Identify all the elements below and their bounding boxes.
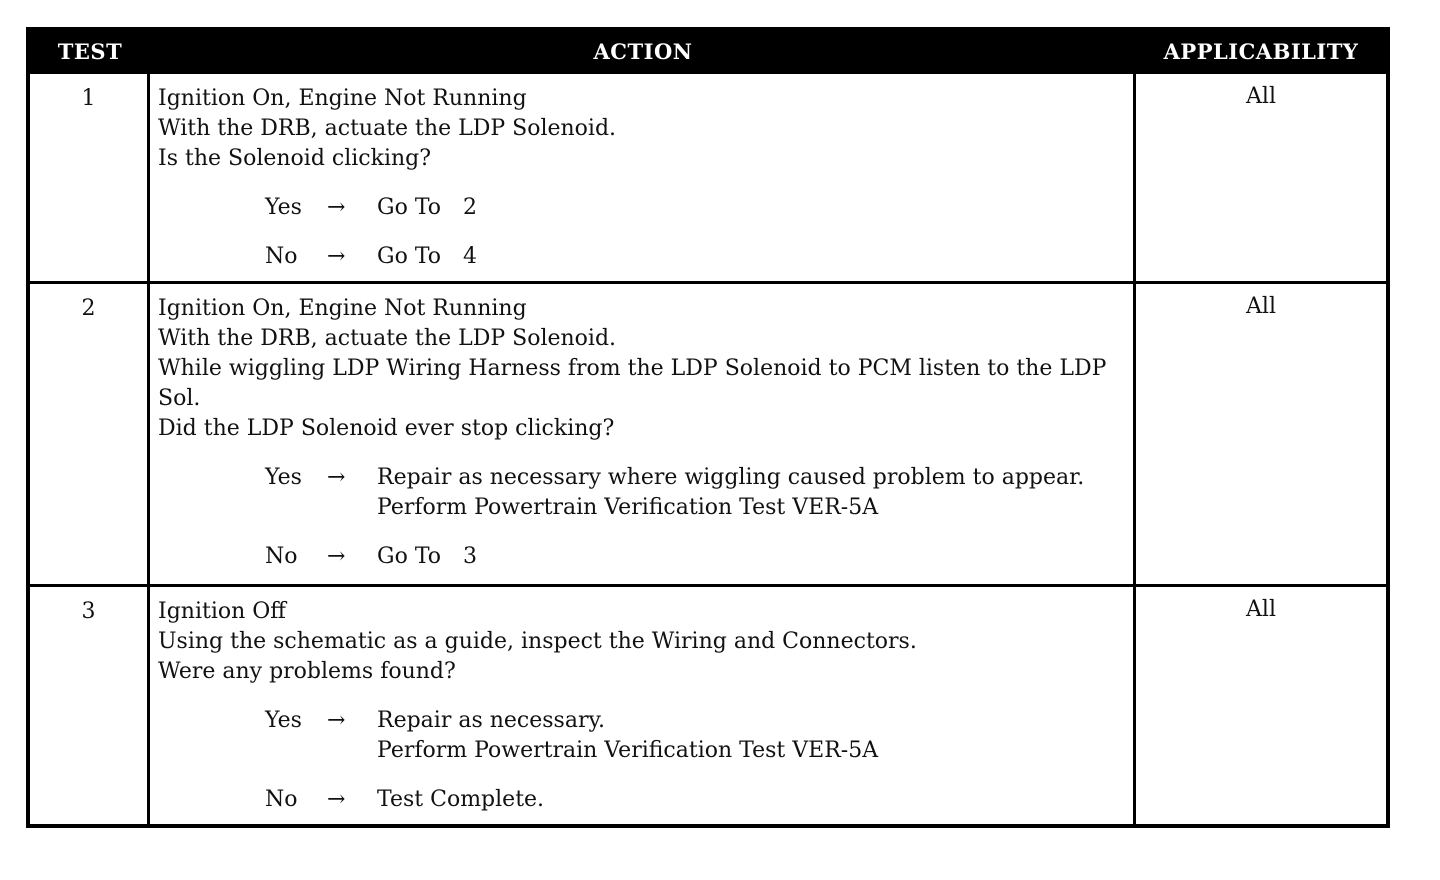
applicability-cell: All <box>1246 597 1276 622</box>
yes-label: Yes <box>265 195 302 220</box>
goto-number: 4 <box>463 244 478 269</box>
branch-result <box>377 193 1127 223</box>
action-cell <box>150 284 1136 584</box>
table-row <box>30 584 1386 824</box>
yes-branch <box>158 463 1127 523</box>
result-text: Go To <box>377 195 442 220</box>
action-line: Using the schematic as a guide, inspect the Wiring and Connectors. <box>158 629 917 654</box>
action-line: Is the Solenoid clicking? <box>158 146 432 171</box>
no-branch <box>158 542 1127 572</box>
action-line: Sol. <box>158 386 201 411</box>
result-text: Test Complete. <box>377 787 545 812</box>
applicability-cell: All <box>1246 294 1276 319</box>
result-text: Repair as necessary. <box>377 708 605 733</box>
branch-result <box>377 706 1127 766</box>
goto-number: 2 <box>463 195 478 220</box>
arrow-icon: → <box>327 195 346 220</box>
goto-number: 3 <box>463 544 478 569</box>
no-label: No <box>265 544 298 569</box>
header-test: TEST <box>57 38 123 64</box>
action-line: With the DRB, actuate the LDP Solenoid. <box>158 116 617 141</box>
result-text: Perform Powertrain Verification Test VER-5A <box>377 495 879 520</box>
test-number: 2 <box>30 284 150 584</box>
result-text: Go To <box>377 244 442 269</box>
result-text: Perform Powertrain Verification Test VER-5A <box>377 738 879 763</box>
action-line: Ignition Off <box>158 599 286 624</box>
test-number: 3 <box>30 587 150 824</box>
yes-branch <box>158 193 1127 223</box>
yes-branch <box>158 706 1127 766</box>
no-label: No <box>265 244 298 269</box>
arrow-icon: → <box>327 244 346 269</box>
no-label: No <box>265 787 298 812</box>
header-action: ACTION <box>593 38 693 64</box>
yes-label: Yes <box>265 465 302 490</box>
no-branch <box>158 785 1127 815</box>
action-line: While wiggling LDP Wiring Harness from the LDP Solenoid to PCM listen to the LDP <box>158 356 1107 381</box>
branch-result <box>377 785 1127 815</box>
result-text: Go To <box>377 544 442 569</box>
no-branch <box>158 242 1127 272</box>
diagnostic-test-table <box>26 27 1390 828</box>
action-cell <box>150 587 1136 824</box>
branch-result <box>377 242 1127 272</box>
arrow-icon: → <box>327 544 346 569</box>
test-number: 1 <box>30 74 150 281</box>
action-line: Ignition On, Engine Not Running <box>158 86 527 111</box>
table-row <box>30 71 1386 281</box>
table-row <box>30 281 1386 584</box>
table-header <box>30 31 1386 71</box>
action-line: With the DRB, actuate the LDP Solenoid. <box>158 326 617 351</box>
arrow-icon: → <box>327 787 346 812</box>
branch-result <box>377 463 1127 523</box>
action-line: Did the LDP Solenoid ever stop clicking? <box>158 416 615 441</box>
action-line: Were any problems found? <box>158 659 456 684</box>
applicability-cell: All <box>1246 84 1276 109</box>
yes-label: Yes <box>265 708 302 733</box>
action-line: Ignition On, Engine Not Running <box>158 296 527 321</box>
header-applicability: APPLICABILITY <box>1163 38 1359 64</box>
arrow-icon: → <box>327 465 346 490</box>
result-text: Repair as necessary where wiggling caused problem to appear. <box>377 465 1085 490</box>
action-cell <box>150 74 1136 281</box>
branch-result <box>377 542 1127 572</box>
arrow-icon: → <box>327 708 346 733</box>
